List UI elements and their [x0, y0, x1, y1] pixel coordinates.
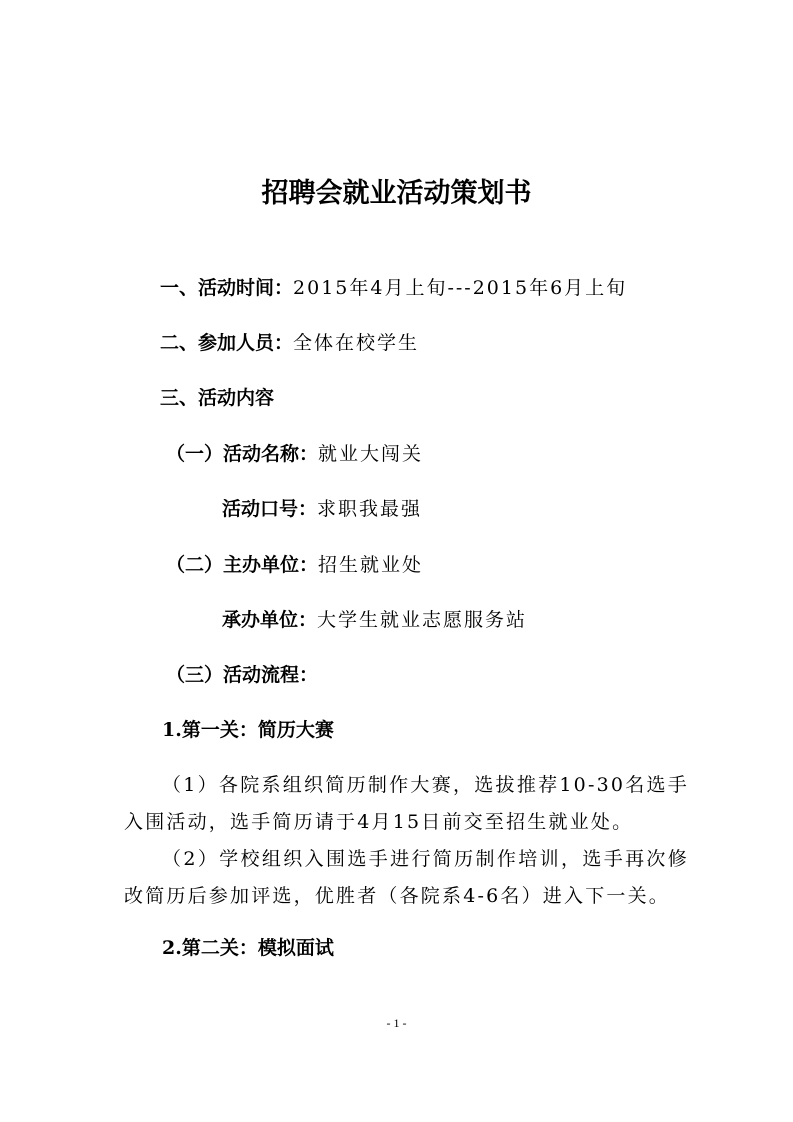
- subsection-activity-process: [166, 661, 318, 689]
- subsection-value: 招生就业处: [318, 554, 424, 576]
- subsection-number: （二）: [166, 554, 224, 576]
- subsection-label: 活动口号：: [222, 498, 318, 520]
- section-label: 一、活动时间：: [160, 277, 294, 299]
- section-value: 全体在校学生: [293, 332, 420, 354]
- stage-heading-2: 2.第二关：模拟面试: [162, 937, 334, 959]
- page-number: - 1 -: [386, 1016, 407, 1030]
- document-title: 招聘会就业活动策划书: [261, 178, 532, 209]
- stage-heading-1: 1.第一关：简历大赛: [162, 719, 334, 741]
- subsection-value: 就业大闯关: [318, 443, 424, 465]
- subsection-label: 活动名称：: [223, 443, 319, 465]
- section-label: 三、活动内容: [160, 387, 275, 409]
- subsection-activity-name: [166, 440, 423, 468]
- section-activity-content: [160, 384, 274, 412]
- subsection-number: （一）: [166, 443, 224, 465]
- section-value: 2015年4月上旬---2015年6月上旬: [293, 277, 628, 299]
- subsection-organizer: [166, 551, 423, 579]
- subsection-activity-slogan: [222, 495, 422, 523]
- section-activity-time: [160, 274, 627, 302]
- subsection-number: （三）: [166, 664, 224, 686]
- section-label: 二、参加人员：: [160, 332, 294, 354]
- subsection-label: 活动流程：: [223, 664, 319, 686]
- stage-1-paragraph-2: （2）学校组织入围选手进行简历制作培训，选手再次修改简历后参加评选，优胜者（各院系4-6名）进入下一关。: [124, 848, 689, 907]
- subsection-label: 主办单位：: [223, 554, 319, 576]
- subsection-co-organizer: [222, 606, 527, 634]
- stage-1-paragraph-1: （1）各院系组织简历制作大赛，选拔推荐10-30名选手入围活动，选手简历请于4月15日前交至招生就业处。: [124, 774, 689, 833]
- subsection-value: 求职我最强: [317, 498, 423, 520]
- subsection-value: 大学生就业志愿服务站: [317, 609, 528, 631]
- subsection-label: 承办单位：: [222, 609, 318, 631]
- section-participants: [160, 329, 419, 357]
